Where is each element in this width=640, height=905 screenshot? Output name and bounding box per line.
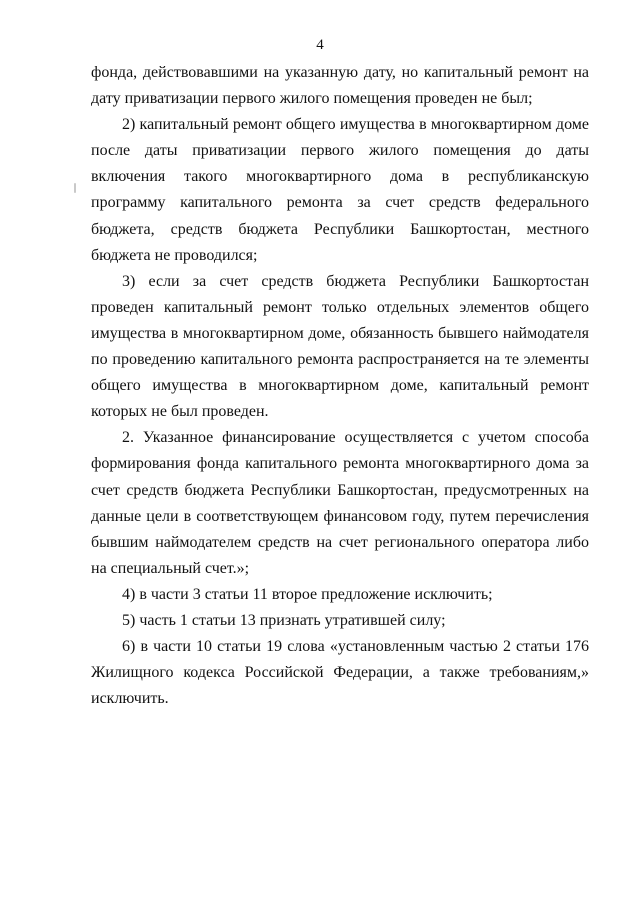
paragraph-item-5: 5) часть 1 статьи 13 признать утратившей силу; (122, 611, 446, 629)
margin-mark (74, 183, 76, 193)
paragraph-item-2: 2) капитальный ремонт общего имущества в многоквартирном доме после даты приватизации первого жилого помещения до даты включения такого многоквартирного дома в республиканскую программу капитального ремонта за счет средств федерального бюджета, средств бюджета Республики Башкортостан, местного бюджета не проводился; (91, 116, 589, 264)
paragraph-section-2: 2. Указанное финансирование осуществляется с учетом способа формирования фонда капитального ремонта многоквартирного дома за счет средств бюджета Республики Башкортостан, предусмотренных на данные цели в соответствующем финансовом году, путем перечисления бывшим наймодателем средств на счет регионального оператора либо на специальный счет.»; (91, 429, 589, 577)
document-body (91, 60, 589, 712)
page-number: 4 (316, 37, 324, 53)
paragraph-item-6: 6) в части 10 статьи 19 слова «установленным частью 2 статьи 176 Жилищного кодекса Российской Федерации, а также требованиям,» исключить. (91, 638, 589, 708)
paragraph-item-3: 3) если за счет средств бюджета Республики Башкортостан проведен капитальный ремонт только отдельных элементов общего имущества в многоквартирном доме, обязанность бывшего наймодателя по проведению капитального ремонта распространяется на те элементы общего имущества в многоквартирном доме, капитальный ремонт которых не был проведен. (91, 272, 589, 421)
paragraph-item-4: 4) в части 3 статьи 11 второе предложение исключить; (122, 585, 493, 603)
paragraph-continuation: фонда, действовавшими на указанную дату, но капитальный ремонт на дату приватизации первого жилого помещения проведен не был; (91, 64, 589, 108)
